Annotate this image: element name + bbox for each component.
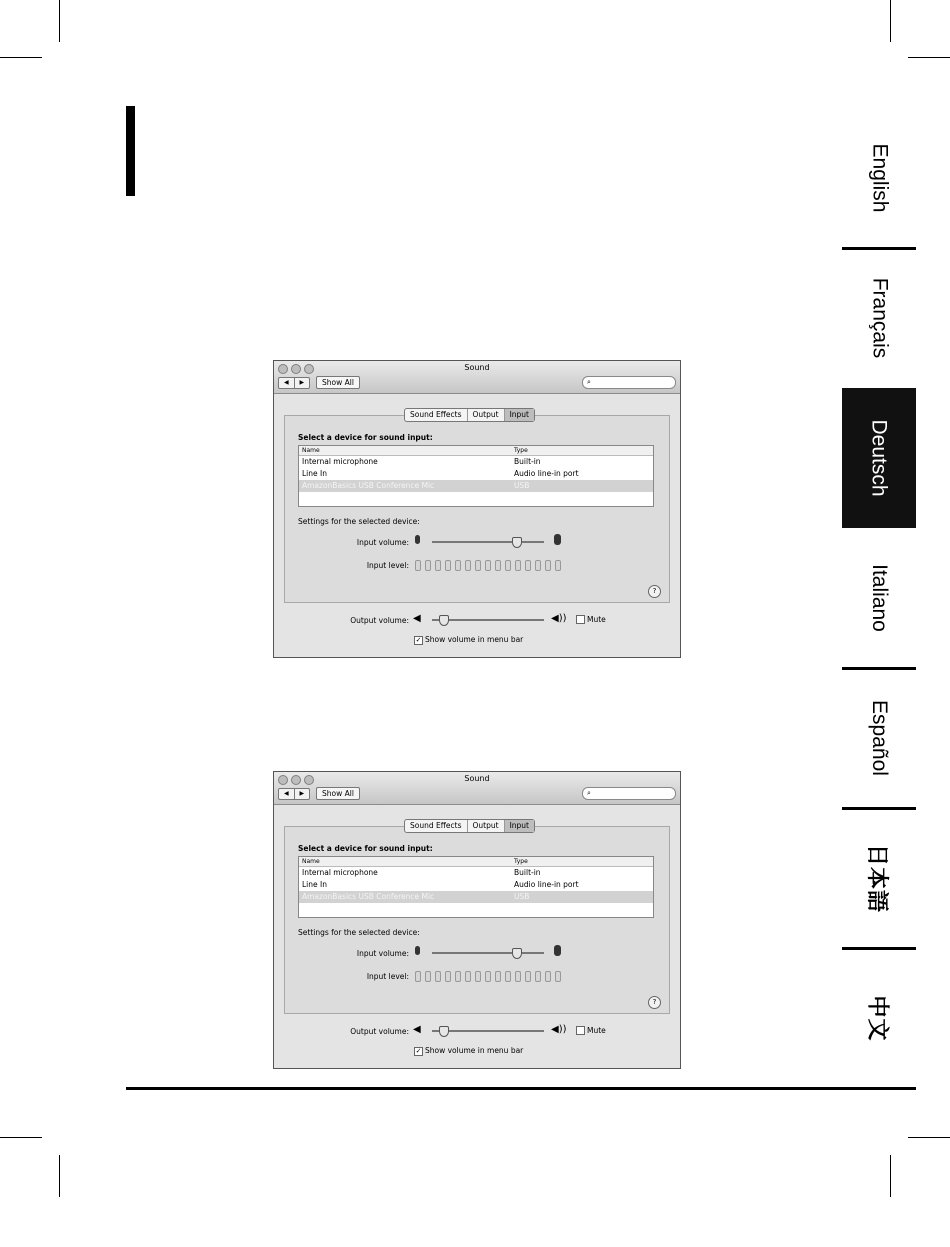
table-header xyxy=(299,857,653,867)
device-type: Built-in xyxy=(514,457,541,466)
input-level-segment xyxy=(545,560,551,571)
crop-mark xyxy=(0,57,42,58)
input-level-segment xyxy=(515,971,521,982)
tab-bar xyxy=(404,408,535,422)
microphone-high-icon xyxy=(554,945,561,956)
mute-checkbox[interactable] xyxy=(576,615,585,624)
tab-sound-effects[interactable]: Sound Effects xyxy=(405,820,468,832)
input-level-segment xyxy=(525,560,531,571)
column-header-type[interactable]: Type xyxy=(514,447,528,454)
input-level-segment xyxy=(555,971,561,982)
speaker-high-icon: ◀)) xyxy=(551,1024,567,1035)
input-level-segment xyxy=(415,560,421,571)
search-icon: ⌕ xyxy=(587,789,591,797)
show-volume-checkbox[interactable]: ✓ xyxy=(415,636,422,644)
language-tab-label: Deutsch xyxy=(868,419,892,497)
mute-label: Mute xyxy=(587,1026,606,1035)
input-level-segment xyxy=(495,971,501,982)
input-level-segment xyxy=(555,560,561,571)
window-title: Sound xyxy=(464,774,490,783)
table-row[interactable] xyxy=(299,879,653,891)
output-volume-slider[interactable] xyxy=(432,619,544,621)
input-level-segment xyxy=(485,971,491,982)
device-type: USB xyxy=(514,481,530,490)
input-level-meter xyxy=(415,560,565,571)
search-icon: ⌕ xyxy=(587,378,591,386)
input-level-segment xyxy=(495,560,501,571)
show-volume-label: Show volume in menu bar xyxy=(425,1046,524,1055)
column-header-name[interactable]: Name xyxy=(302,858,320,865)
output-volume-slider[interactable] xyxy=(432,1030,544,1032)
footer-rule xyxy=(126,1087,916,1090)
tab-bar xyxy=(404,819,535,833)
language-tab-label: English xyxy=(867,143,891,213)
crop-mark xyxy=(908,57,950,58)
table-row[interactable] xyxy=(299,456,653,468)
device-type: USB xyxy=(514,892,530,901)
input-level-segment xyxy=(545,971,551,982)
input-volume-label: Input volume: xyxy=(356,949,409,958)
output-volume-label: Output volume: xyxy=(350,616,409,625)
device-table xyxy=(298,856,654,918)
sound-preferences-window xyxy=(273,771,681,1069)
language-tab[interactable] xyxy=(842,108,916,248)
input-level-segment xyxy=(445,971,451,982)
column-header-name[interactable]: Name xyxy=(302,447,320,454)
speaker-low-icon: ◀ xyxy=(413,1024,421,1035)
language-tab[interactable] xyxy=(842,528,916,668)
show-all-button[interactable]: Show All xyxy=(316,787,360,800)
device-type: Built-in xyxy=(514,868,541,877)
nav-buttons xyxy=(278,788,310,800)
mute-checkbox[interactable] xyxy=(576,1026,585,1035)
language-tab-label: Italiano xyxy=(868,564,891,632)
settings-label: Settings for the selected device: xyxy=(298,517,420,526)
forward-arrow-icon[interactable]: ▶ xyxy=(299,790,305,797)
input-level-label: Input level: xyxy=(366,561,409,570)
microphone-low-icon xyxy=(415,535,420,544)
input-level-segment xyxy=(515,560,521,571)
input-volume-slider[interactable] xyxy=(432,541,544,543)
device-name: Internal microphone xyxy=(302,868,378,877)
input-level-segment xyxy=(525,971,531,982)
tab-input[interactable]: Input xyxy=(505,409,534,421)
input-level-segment xyxy=(535,560,541,571)
section-marker-bar xyxy=(126,106,135,196)
crop-mark xyxy=(908,1137,950,1138)
device-table xyxy=(298,445,654,507)
table-row[interactable] xyxy=(299,468,653,480)
input-level-segment xyxy=(435,560,441,571)
language-tab[interactable] xyxy=(842,248,916,388)
input-level-segment xyxy=(475,560,481,571)
input-volume-thumb[interactable] xyxy=(512,537,522,548)
input-level-segment xyxy=(465,560,471,571)
back-arrow-icon[interactable]: ◀ xyxy=(279,789,295,799)
language-tab-label: 日本語 xyxy=(864,843,890,913)
crop-mark xyxy=(59,0,60,42)
tab-output[interactable]: Output xyxy=(468,409,505,421)
crop-mark xyxy=(59,1155,60,1197)
input-level-label: Input level: xyxy=(366,972,409,981)
input-level-segment xyxy=(445,560,451,571)
speaker-low-icon: ◀ xyxy=(413,613,421,624)
input-level-segment xyxy=(455,971,461,982)
device-name: AmazonBasics USB Conference Mic xyxy=(302,892,435,901)
settings-panel xyxy=(284,415,670,603)
settings-panel xyxy=(284,826,670,1014)
window-titlebar xyxy=(274,772,680,805)
crop-mark xyxy=(890,1155,891,1197)
speaker-high-icon: ◀)) xyxy=(551,613,567,624)
device-name: Line In xyxy=(302,880,327,889)
tab-sound-effects[interactable]: Sound Effects xyxy=(405,409,468,421)
device-name: Internal microphone xyxy=(302,457,378,466)
table-header xyxy=(299,446,653,456)
language-tab[interactable] xyxy=(842,948,916,1088)
language-tab-label: Français xyxy=(868,277,891,359)
input-level-segment xyxy=(535,971,541,982)
forward-arrow-icon[interactable]: ▶ xyxy=(299,379,305,386)
input-level-segment xyxy=(425,560,431,571)
settings-label: Settings for the selected device: xyxy=(298,928,420,937)
help-button[interactable]: ? xyxy=(648,996,661,1009)
language-tab-label: Español xyxy=(868,700,892,776)
device-heading: Select a device for sound input: xyxy=(298,433,433,442)
table-row[interactable] xyxy=(299,480,653,492)
language-tab[interactable] xyxy=(842,808,916,948)
device-type: Audio line-in port xyxy=(514,880,579,889)
input-level-segment xyxy=(475,971,481,982)
window-title: Sound xyxy=(464,363,490,372)
device-type: Audio line-in port xyxy=(514,469,579,478)
input-level-meter xyxy=(415,971,565,982)
input-volume-label: Input volume: xyxy=(356,538,409,547)
show-volume-checkbox[interactable]: ✓ xyxy=(415,1047,422,1055)
language-tab-label: 中文 xyxy=(864,994,890,1042)
input-level-segment xyxy=(505,560,511,571)
language-tab[interactable] xyxy=(842,388,916,528)
search-input[interactable] xyxy=(582,376,676,389)
back-arrow-icon[interactable]: ◀ xyxy=(279,378,295,388)
input-level-segment xyxy=(465,971,471,982)
crop-mark xyxy=(0,1137,42,1138)
window-titlebar xyxy=(274,361,680,394)
input-volume-thumb[interactable] xyxy=(512,948,522,959)
input-level-segment xyxy=(425,971,431,982)
table-row[interactable] xyxy=(299,891,653,903)
show-all-button[interactable]: Show All xyxy=(316,376,360,389)
device-heading: Select a device for sound input: xyxy=(298,844,433,853)
tab-output[interactable]: Output xyxy=(468,820,505,832)
tab-input[interactable]: Input xyxy=(505,820,534,832)
mute-label: Mute xyxy=(587,615,606,624)
show-volume-label: Show volume in menu bar xyxy=(425,635,524,644)
input-level-segment xyxy=(455,560,461,571)
language-tab[interactable] xyxy=(842,668,916,808)
input-level-segment xyxy=(485,560,491,571)
microphone-high-icon xyxy=(554,534,561,545)
search-input[interactable] xyxy=(582,787,676,800)
input-level-segment xyxy=(415,971,421,982)
sound-preferences-window xyxy=(273,360,681,658)
input-level-segment xyxy=(435,971,441,982)
microphone-low-icon xyxy=(415,946,420,955)
output-volume-thumb[interactable] xyxy=(439,615,449,626)
table-row[interactable] xyxy=(299,867,653,879)
output-volume-label: Output volume: xyxy=(350,1027,409,1036)
device-name: AmazonBasics USB Conference Mic xyxy=(302,481,435,490)
device-name: Line In xyxy=(302,469,327,478)
crop-mark xyxy=(890,0,891,42)
column-header-type[interactable]: Type xyxy=(514,858,528,865)
input-level-segment xyxy=(505,971,511,982)
nav-buttons xyxy=(278,377,310,389)
help-button[interactable]: ? xyxy=(648,585,661,598)
output-volume-thumb[interactable] xyxy=(439,1026,449,1037)
input-volume-slider[interactable] xyxy=(432,952,544,954)
